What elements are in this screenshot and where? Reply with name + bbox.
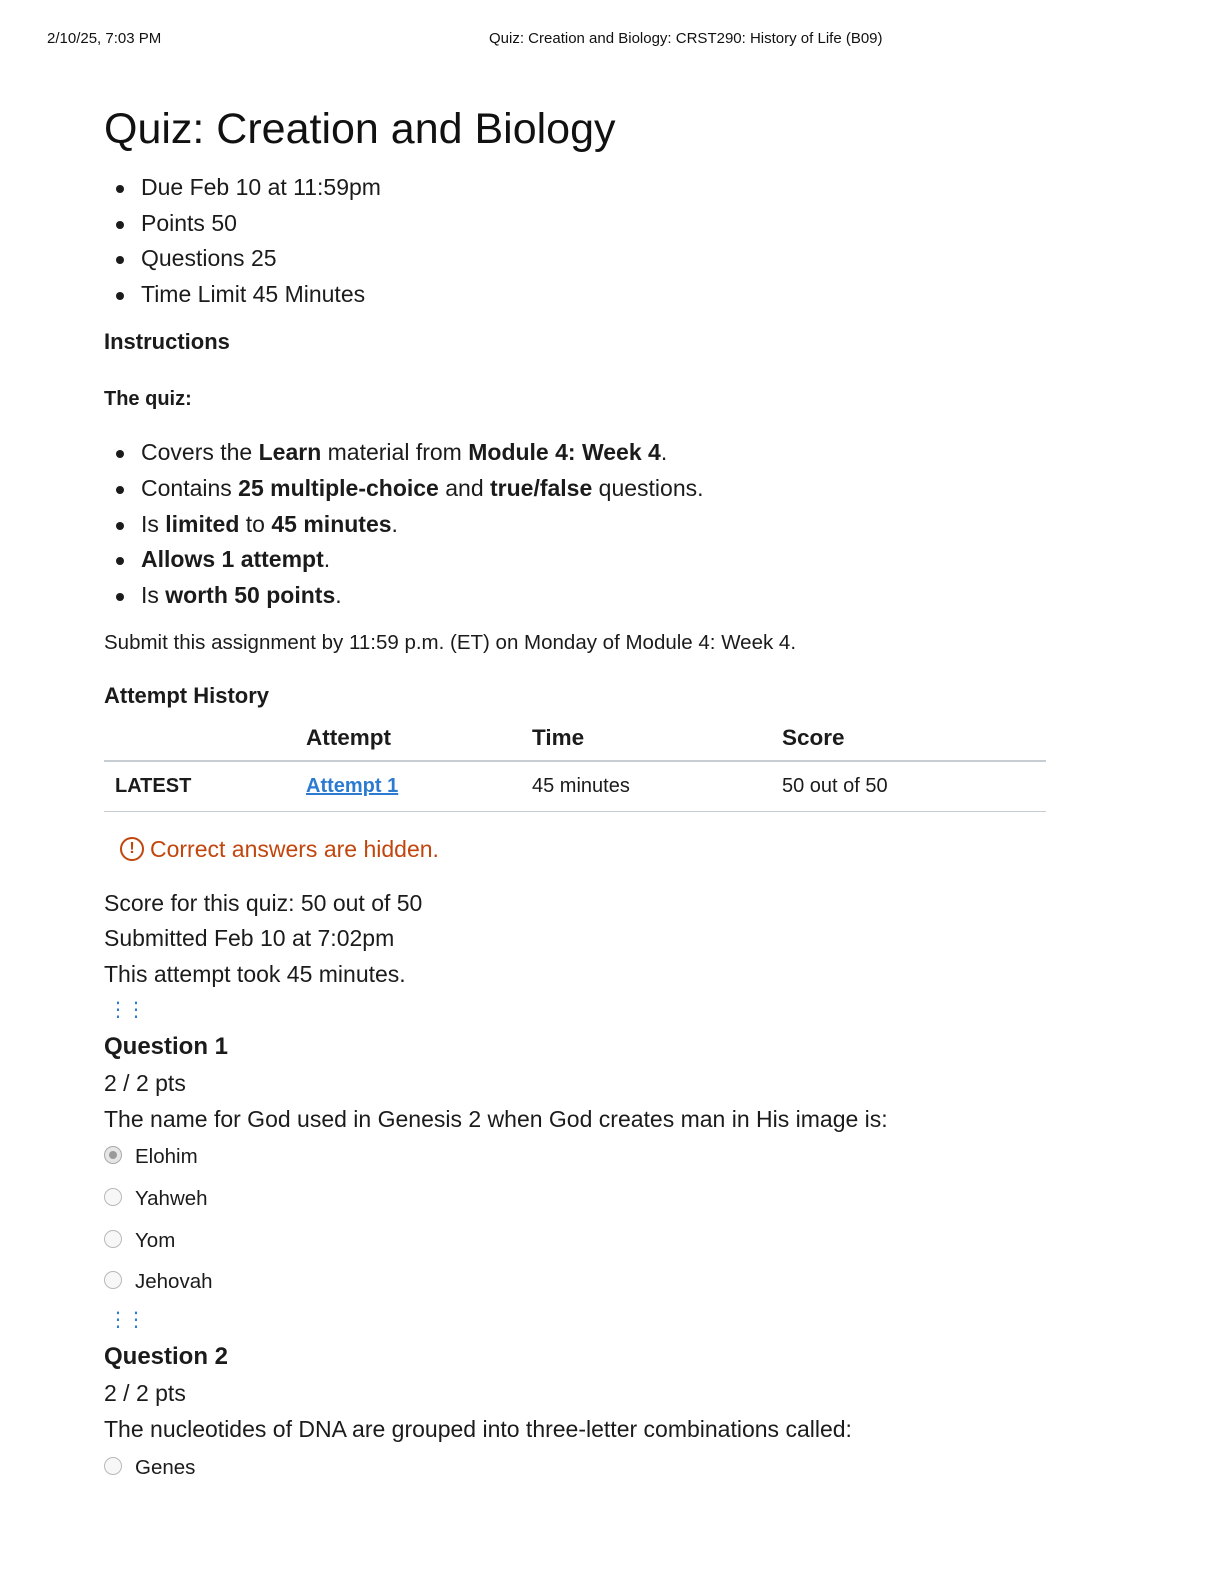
answer-label: Jehovah [135, 1270, 213, 1294]
radio-selected-icon[interactable] [104, 1146, 122, 1164]
answer-option[interactable] [104, 1137, 1064, 1179]
radio-icon[interactable] [104, 1271, 122, 1289]
answer-label: Elohim [135, 1145, 198, 1169]
meta-questions: Questions 25 [104, 241, 1064, 277]
instruction-item: Is worth 50 points. [104, 578, 1064, 614]
instructions-heading: Instructions [104, 329, 230, 355]
answer-option[interactable] [104, 1178, 1064, 1220]
attempt-score: 50 out of 50 [782, 761, 1046, 811]
question-title: Question 2 [104, 1343, 229, 1370]
table-row [104, 761, 1046, 811]
quiz-score: Score for this quiz: 50 out of 50 [104, 889, 423, 916]
column-header [104, 723, 296, 761]
hidden-answers-notice [120, 834, 1064, 864]
instruction-item: Allows 1 attempt. [104, 542, 1064, 578]
instruction-item: Is limited to 45 minutes. [104, 507, 1064, 543]
attempt-link[interactable]: Attempt 1 [306, 775, 399, 798]
radio-icon[interactable] [104, 1457, 122, 1475]
instruction-item: Covers the Learn material from Module 4: Week 4. [104, 435, 1064, 471]
print-header [47, 30, 1177, 50]
table-header-row [104, 723, 1046, 761]
attempt-duration: This attempt took 45 minutes. [104, 961, 406, 988]
answer-option[interactable] [104, 1220, 1064, 1262]
radio-icon[interactable] [104, 1230, 122, 1248]
instructions-list [104, 435, 1064, 613]
print-page-title: Quiz: Creation and Biology: CRST290: History of Life (B09) [489, 30, 883, 47]
submitted-time: Submitted Feb 10 at 7:02pm [104, 925, 395, 952]
result-summary [104, 886, 1064, 993]
question-title: Question 1 [104, 1032, 229, 1060]
radio-icon[interactable] [104, 1188, 122, 1206]
meta-due: Due Feb 10 at 11:59pm [104, 170, 1064, 206]
drag-handle-icon[interactable]: ⋮⋮ [108, 1309, 144, 1331]
column-header-score: Score [782, 723, 1046, 761]
meta-points: Points 50 [104, 206, 1064, 242]
answer-label: Yom [135, 1228, 176, 1252]
submit-note: Submit this assignment by 11:59 p.m. (ET) on Monday of Module 4: Week 4. [104, 631, 797, 655]
instructions-subheading: The quiz: [104, 388, 192, 411]
column-header-attempt: Attempt [296, 723, 532, 761]
attempt-label: LATEST [104, 761, 296, 811]
attempt-time: 45 minutes [532, 761, 782, 811]
quiz-meta-list [104, 170, 1064, 312]
quiz-content [104, 100, 1064, 1489]
question-points: 2 / 2 pts [104, 1069, 186, 1096]
question-points: 2 / 2 pts [104, 1380, 186, 1406]
attempt-history-table [104, 723, 1046, 812]
question-text: The name for God used in Genesis 2 when God creates man in His image is: [104, 1105, 888, 1132]
answer-label: Yahweh [135, 1187, 208, 1211]
exclamation-circle-icon: ! [120, 837, 144, 861]
meta-time-limit: Time Limit 45 Minutes [104, 277, 1064, 313]
attempt-history-heading: Attempt History [104, 683, 270, 709]
drag-handle-icon[interactable]: ⋮⋮ [108, 998, 144, 1021]
instruction-item: Contains 25 multiple-choice and true/false questions. [104, 471, 1064, 507]
column-header-time: Time [532, 723, 782, 761]
answer-label: Genes [135, 1455, 196, 1479]
print-datetime: 2/10/25, 7:03 PM [47, 30, 162, 47]
answer-option[interactable] [104, 1447, 1064, 1489]
answer-option[interactable] [104, 1261, 1064, 1303]
question-text: The nucleotides of DNA are grouped into three-letter combinations called: [104, 1416, 852, 1442]
notice-text: Correct answers are hidden. [150, 835, 439, 862]
attempt-cell [296, 761, 532, 811]
page-title: Quiz: Creation and Biology [104, 105, 616, 153]
